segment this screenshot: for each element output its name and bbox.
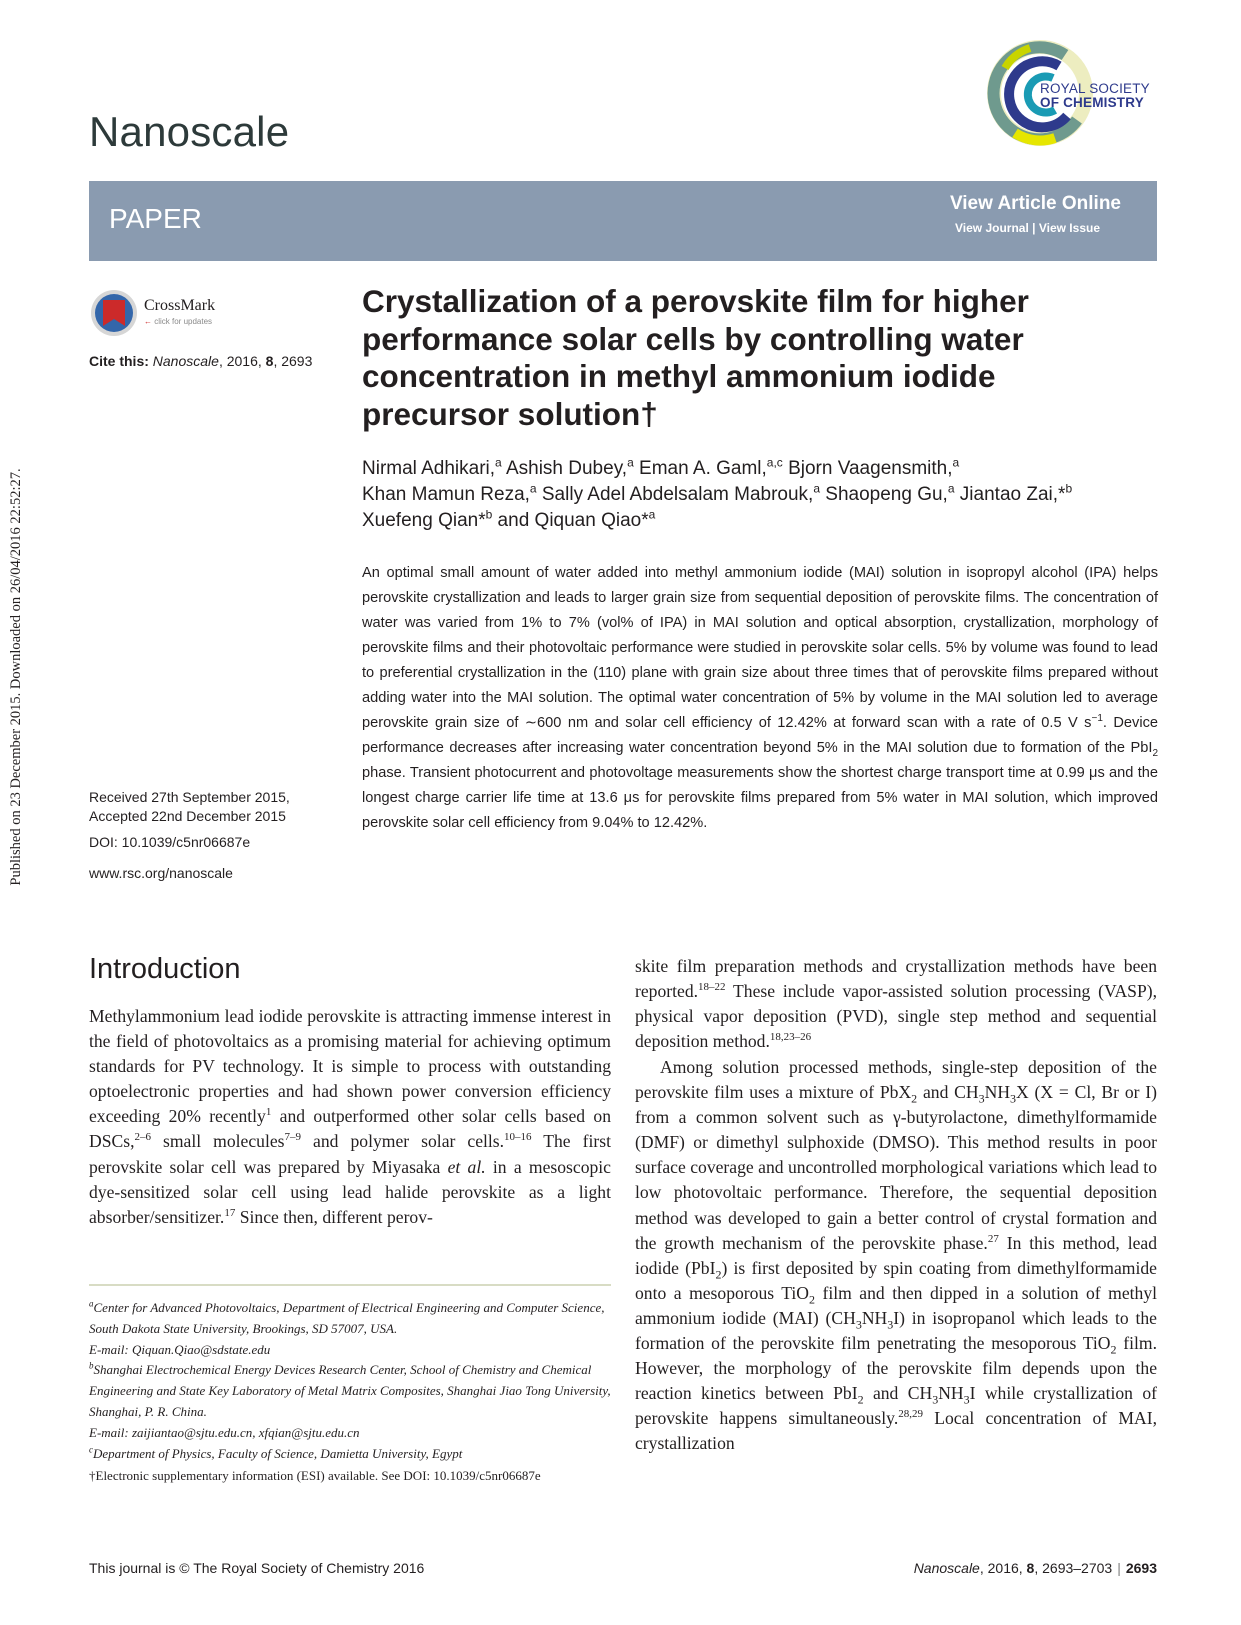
page-footer-citation: Nanoscale, 2016, 8, 2693–2703 | 2693: [913, 1560, 1157, 1576]
article-title: Crystallization of a perovskite film for higher performance solar cells by controlling water concentration in methyl ammonium iodide precursor solution†: [362, 283, 1029, 432]
crossmark-subtitle: ← click for updates: [144, 317, 213, 326]
link-separator: |: [1032, 221, 1036, 235]
view-journal-link[interactable]: View Journal: [954, 221, 1029, 235]
crossmark-icon: [89, 288, 139, 338]
arrow-left-icon: ←: [144, 317, 152, 326]
intro-paragraph-left: Methylammonium lead iodide perovskite is attracting immense interest in the field of photovoltaics as a promising material for achieving optimum standards for PV technology. It is simple to process with outstanding optoelectronic properties and had shown power conversion efficiency exceeding 20% recently$^1$ and outperformed other solar cells based on DSCs,$^{2-6}$ small molecules$^{7-9}$ and polymer solar cells.$^{10-16}$ The first perovskite solar cell was prepared by Miyasaka et al. in a mesoscopic dye-sensitized solar cell using lead halide perovskite as a light absorber/sensitizer.$^{17}$ Since then, different perov-: [89, 1006, 611, 1227]
footnote-divider: [89, 1284, 611, 1286]
journal-url-link[interactable]: www.rsc.org/nanoscale: [89, 865, 233, 881]
article-type-label: PAPER: [109, 203, 202, 234]
download-stamp: Published on 23 December 2015. Downloaded on 26/04/2016 22:52:27.: [8, 468, 24, 886]
author-list: Nirmal Adhikari,$^a$ Ashish Dubey,$^a$ Eman A. Gaml,$^{a,c}$ Bjorn Vaagensmith,$^a$ Khan Mamun Reza,$^a$ Sally Adel Abdelsalam Mabrouk,$^a$ Shaopeng Gu,$^a$ Jiantao Zai,*$^b$ Xuefeng Qian*$^b$ and Qiquan Qiao*$^a$: [362, 455, 1073, 531]
crossmark-badge[interactable]: [89, 288, 249, 338]
logo-line-2: OF CHEMISTRY: [1040, 95, 1144, 110]
rsc-logo-text: [1040, 82, 1150, 110]
accepted-date: Accepted 22nd December 2015: [89, 808, 286, 824]
doi[interactable]: DOI: 10.1039/c5nr06687e: [89, 834, 251, 850]
logo-line-1: ROYAL SOCIETY: [1040, 81, 1150, 96]
section-heading-introduction: Introduction: [89, 953, 241, 985]
view-article-online-link[interactable]: View Article Online: [949, 193, 1121, 214]
view-issue-link[interactable]: View Issue: [1038, 221, 1100, 235]
email-b[interactable]: E-mail: zaijiantao@sjtu.edu.cn, xfqian@sjtu.edu.cn: [89, 1424, 360, 1440]
crossmark-title: CrossMark: [144, 297, 216, 314]
view-links: [955, 221, 1100, 235]
received-accepted-dates: [89, 788, 329, 826]
received-date: Received 27th September 2015,: [89, 789, 290, 805]
article-type-banner: [89, 181, 1157, 261]
email-a[interactable]: E-mail: Qiquan.Qiao@sdstate.edu: [89, 1341, 271, 1357]
affiliation-footnotes: $^a$Center for Advanced Photovoltaics, Department of Electrical Engineering and Computer Science, South Dakota State University, Brookings, SD 57007, USA. E-mail: Qiquan.Qiao@sdstate.edu $^b$Shanghai Electrochemical Energy Devices Research Center, School of Chemistry and Chemical Engineering and State Key Laboratory of Metal Matrix Composites, Shanghai Jiao Tong University, Shanghai, P. R. China. E-mail: zaijiantao@sjtu.edu.cn, xfqian@sjtu.edu.cn $^c$Department of Physics, Faculty of Science, Damietta University, Egypt: [89, 1298, 611, 1461]
abstract: An optimal small amount of water added into methyl ammonium iodide (MAI) solution in isopropyl alcohol (IPA) helps perovskite crystallization and leads to larger grain size from sequential deposition of perovskite films. The concentration of water was varied from 1% to 7% (vol% of IPA) in MAI solution and optical absorption, crystallization, morphology of perovskite films and their photovoltaic performance were studied in perovskite solar cells. 5% by volume was found to lead to preferential crystallization in the (110) plane with grain size about three times that of perovskite films prepared without adding water into the MAI solution. The optimal water concentration of 5% by volume in the MAI solution led to average perovskite grain size of ∼600 nm and solar cell efficiency of 12.42% at forward scan with a rate of 0.5 V $s^{-1}$. Device performance decreases after increasing water concentration beyond 5% in the MAI solution due to formation of the PbI$_2$ phase. Transient photocurrent and photovoltage measurements show the shortest charge transport time at 0.99 μs and the longest charge carrier life time at 13.6 μs for perovskite films prepared from 5% water in MAI solution, which improved perovskite solar cell efficiency from 9.04% to 12.42%.: [362, 565, 1158, 831]
esi-footnote: †Electronic supplementary information (ESI) available. See DOI: 10.1039/c5nr06687e: [89, 1468, 541, 1483]
citation: Cite this: Nanoscale, 2016, 8, 2693: [89, 353, 313, 369]
copyright-footer: This journal is © The Royal Society of Chemistry 2016: [89, 1560, 425, 1576]
page-number: 2693: [1125, 1560, 1157, 1576]
intro-paragraph-right-1: skite film preparation methods and crystallization methods have been reported.$^{18-22}$ These include vapor-assisted solution processing (VASP), physical vapor deposition (PVD), single step method and sequential deposition method.$^{18,23-26}$: [635, 956, 1157, 1052]
journal-title: Nanoscale: [89, 108, 290, 155]
intro-paragraph-right-2: Among solution processed methods, single-step deposition of the perovskite film uses a mixture of PbX$_2$ and $CH_3NH_3X$ (X = Cl, Br or I) from a common solvent such as γ-butyrolactone, dimethylformamide (DMF) or dimethyl sulphoxide (DMSO). This method results in poor surface coverage and uncontrolled morphological variations which lead to low photovoltaic performance. Therefore, the sequential deposition method was developed to gain a better control of crystal formation and the growth mechanism of the perovskite phase.$^{27}$ In this method, lead iodide (PbI$_2$) is first deposited by spin coating from dimethylformamide onto a mesoporous TiO$_2$ film and then dipped in a solution of methyl ammonium iodide (MAI) $(CH_3NH_3I)$ in isopropanol which leads to the formation of the perovskite film penetrating the mesoporous TiO$_2$ film. However, the morphology of the perovskite film depends upon the reaction kinetics between PbI$_2$ and $CH_3NH_3I$ while crystallization of perovskite happens simultaneously.$^{28,29}$ Local concentration of MAI, crystallization: [635, 1057, 1158, 1454]
